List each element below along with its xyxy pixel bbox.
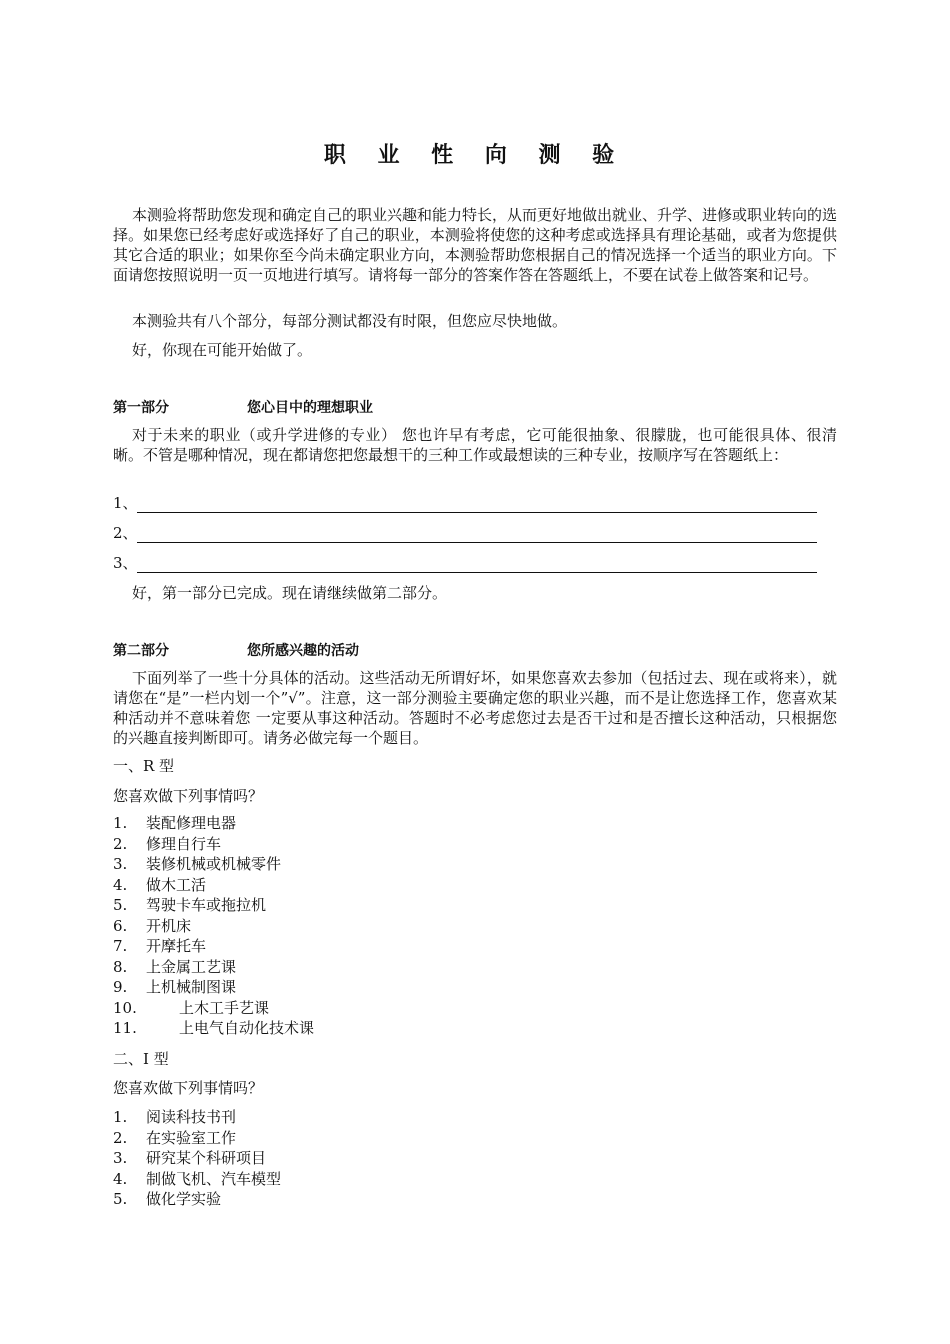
item-text: 做木工活 bbox=[146, 875, 207, 894]
list-item bbox=[113, 895, 837, 916]
answer-line bbox=[113, 553, 837, 573]
item-number: 4. bbox=[113, 1169, 128, 1188]
item-number: 5. bbox=[113, 896, 128, 914]
document-title: 职 业 性 向 测 验 bbox=[323, 143, 627, 168]
answer-line bbox=[113, 523, 837, 543]
item-number: 3. bbox=[113, 855, 128, 873]
item-number: 1. bbox=[113, 1108, 128, 1126]
answer-blank bbox=[137, 528, 817, 543]
part1-closing: 好，第一部分已完成。现在请继续做第二部分。 bbox=[132, 584, 448, 602]
list-item bbox=[113, 1018, 837, 1039]
item-text: 上电气自动化技术课 bbox=[179, 1019, 315, 1037]
part2-instructions: 下面列举了一些十分具体的活动。这些活动无所谓好坏，如果您喜欢去参加（包括过去、现在或将来），就请您在“是”一栏内划一个”√”。注意，这一部分测验主要确定您的职业兴趣，而不是让您选择工作，您喜欢某种活动并不意味着您 一定要从事这种活动。答题时不必考虑您过去是否干过和是否擅长这种活动，只根据您的兴趣直接判断即可。请务必做完每一个题目。 bbox=[113, 669, 837, 747]
item-number: 8. bbox=[113, 957, 128, 976]
list-item bbox=[113, 1169, 837, 1190]
list-item bbox=[113, 916, 837, 937]
list-item bbox=[113, 834, 837, 855]
list-item bbox=[113, 854, 837, 875]
list-item bbox=[113, 977, 837, 998]
item-text: 驾驶卡车或拖拉机 bbox=[146, 896, 267, 914]
item-number: 5. bbox=[113, 1190, 128, 1208]
part1-label: 第一部分 bbox=[113, 400, 169, 416]
intro-paragraph: 本测验共有八个部分，每部分测试都没有时限，但您应尽快地做。 bbox=[132, 312, 568, 330]
item-number: 1. bbox=[113, 814, 128, 832]
answer-line-number: 2、 bbox=[113, 524, 138, 542]
intro-block bbox=[113, 205, 837, 285]
item-number: 4. bbox=[113, 875, 128, 894]
item-text: 装配修理电器 bbox=[146, 814, 237, 832]
item-text: 在实验室工作 bbox=[146, 1128, 237, 1147]
item-text: 上木工手艺课 bbox=[179, 998, 270, 1017]
item-text: 做化学实验 bbox=[146, 1190, 222, 1208]
item-text: 修理自行车 bbox=[146, 834, 222, 853]
part2-heading bbox=[113, 640, 837, 660]
list-item bbox=[113, 936, 837, 957]
item-text: 上金属工艺课 bbox=[146, 957, 237, 976]
part1-heading bbox=[113, 397, 837, 417]
list-item bbox=[113, 1107, 837, 1128]
item-number: 11. bbox=[113, 1019, 137, 1037]
list-item bbox=[113, 957, 837, 978]
item-number: 3. bbox=[113, 1149, 128, 1167]
item-text: 制做飞机、汽车模型 bbox=[146, 1169, 282, 1188]
list-item bbox=[113, 875, 837, 896]
item-text: 装修机械或机械零件 bbox=[146, 855, 282, 873]
r-type-heading: 一、R 型 bbox=[113, 757, 175, 775]
item-number: 7. bbox=[113, 937, 128, 955]
item-number: 2. bbox=[113, 1128, 128, 1147]
item-number: 6. bbox=[113, 916, 128, 935]
list-item bbox=[113, 813, 837, 834]
part1-title: 您心目中的理想职业 bbox=[247, 400, 373, 416]
item-text: 研究某个科研项目 bbox=[146, 1149, 267, 1167]
intro-paragraph: 好，你现在可能开始做了。 bbox=[132, 341, 313, 359]
list-item bbox=[113, 1128, 837, 1149]
i-type-heading: 二、I 型 bbox=[113, 1050, 169, 1068]
i-type-list bbox=[113, 1107, 837, 1210]
r-type-list bbox=[113, 813, 837, 1039]
answer-line-number: 3、 bbox=[113, 554, 138, 572]
item-number: 2. bbox=[113, 834, 128, 853]
item-text: 开机床 bbox=[146, 916, 192, 935]
intro-paragraph: 本测验将帮助您发现和确定自己的职业兴趣和能力特长，从而更好地做出就业、升学、进修或职业转向的选择。如果您已经考虑好或选择好了自己的职业，本测验将使您的这种考虑或选择具有理论基础，或者为您提供其它合适的职业；如果你至今尚未确定职业方向，本测验帮助您根据自己的情况选择一个适当的职业方向。下面请您按照说明一页一页地进行填写。请将每一部分的答案作答在答题纸上，不要在试卷上做答案和记号。 bbox=[113, 206, 838, 284]
list-item bbox=[113, 1189, 837, 1210]
answer-blank bbox=[137, 558, 817, 573]
i-type-question: 您喜欢做下列事情吗？ bbox=[113, 1079, 264, 1097]
part1-instructions: 对于未来的职业（或升学进修的专业） 您也许早有考虑，它可能很抽象、很朦胧，也可能很具体、很清晰。不管是哪种情况，现在都请您把您最想干的三种工作或最想读的三种专业，按顺序写在答题纸上： bbox=[113, 426, 837, 464]
list-item bbox=[113, 1148, 837, 1169]
list-item bbox=[113, 998, 837, 1019]
part2-title: 您所感兴趣的活动 bbox=[247, 643, 359, 659]
answer-line-number: 1、 bbox=[113, 494, 138, 512]
item-text: 阅读科技书刊 bbox=[146, 1108, 237, 1126]
answer-blank bbox=[137, 498, 817, 513]
item-text: 上机械制图课 bbox=[146, 978, 237, 996]
item-number: 10. bbox=[113, 998, 137, 1017]
item-number: 9. bbox=[113, 978, 128, 996]
item-text: 开摩托车 bbox=[146, 937, 207, 955]
r-type-question: 您喜欢做下列事情吗？ bbox=[113, 787, 264, 805]
answer-line bbox=[113, 493, 837, 513]
part2-label: 第二部分 bbox=[113, 643, 169, 659]
